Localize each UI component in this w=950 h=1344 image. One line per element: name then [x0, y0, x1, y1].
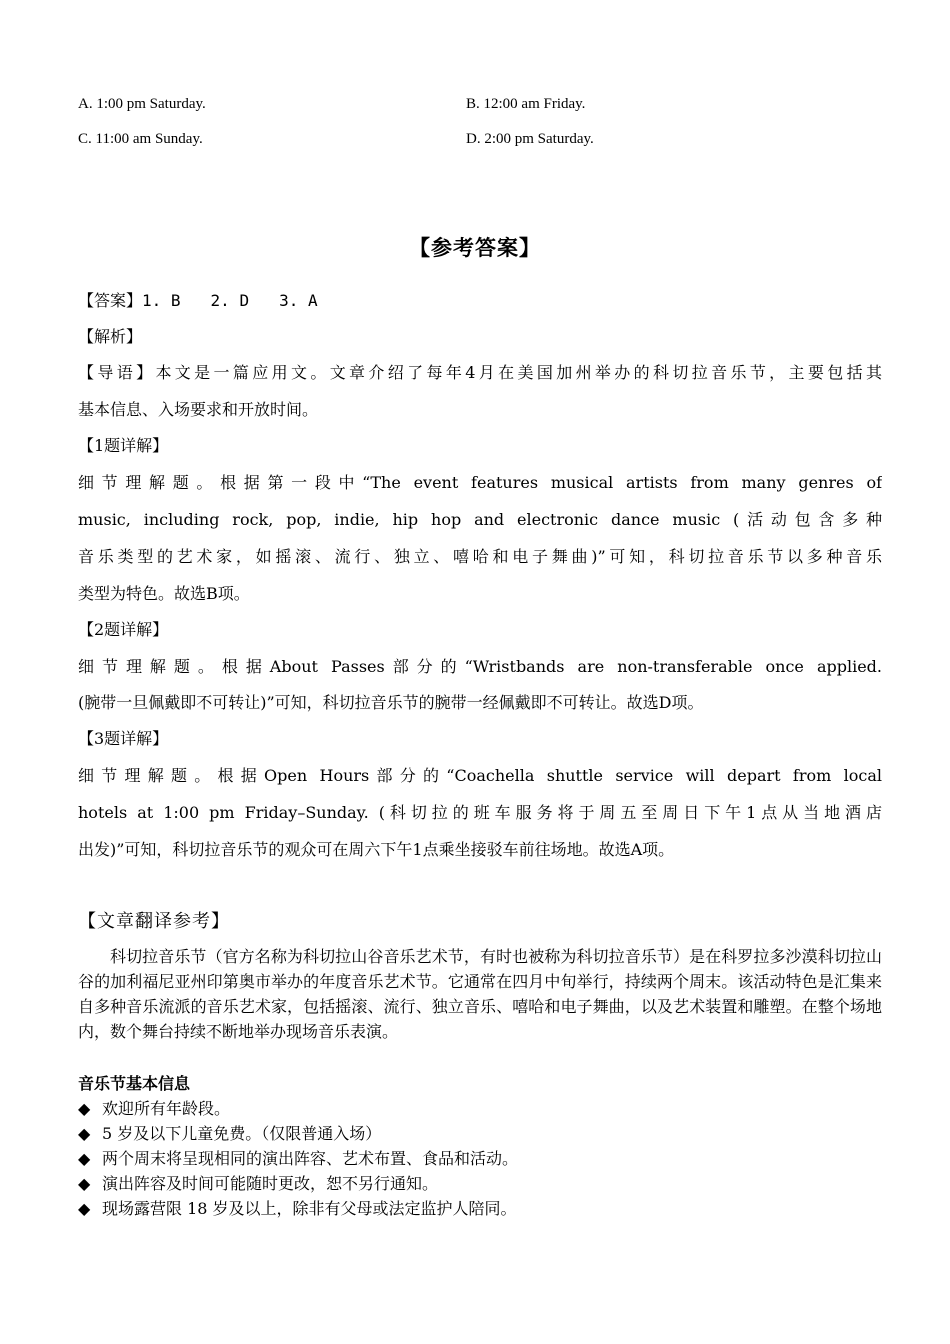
q3-label: 【3题详解】 [78, 729, 169, 748]
analysis-label: 【解析】 [78, 327, 143, 346]
intro-line: 基本信息、入场要求和开放时间。 [78, 400, 319, 419]
q2-line: (腕带一旦佩戴即不可转让)”可知，科切拉音乐节的腕带一经佩戴即不可转让。故选D项。 [78, 693, 704, 712]
info-list [78, 1096, 518, 1221]
list-item: ◆ 欢迎所有年龄段。 [78, 1096, 518, 1121]
q1-line: 音乐类型的艺术家，如摇滚、流行、独立、嘻哈和电子舞曲)”可知，科切拉音乐节以多种音乐 [78, 547, 882, 566]
diamond-bullet-icon: ◆ [78, 1149, 91, 1168]
option-d: D. 2:00 pm Saturday. [466, 131, 594, 147]
list-item: ◆ 现场露营限 18 岁及以上，除非有父母或法定监护人陪同。 [78, 1196, 518, 1221]
answer-item: 2. D [210, 291, 250, 310]
list-item: ◆ 5 岁及以下儿童免费。（仅限普通入场） [78, 1121, 518, 1146]
list-item: ◆ 两个周末将呈现相同的演出阵容、艺术布置、食品和活动。 [78, 1146, 518, 1171]
option-b: B. 12:00 am Friday. [466, 96, 586, 112]
q1-line: music, including rock, pop, indie, hip hop and electronic dance music (活动包含多种 [78, 510, 882, 529]
q2-line: 细节理解题。根据About Passes部分的“Wristbands are non-transferable once applied. [78, 657, 882, 676]
answer-item: 3. A [279, 291, 318, 310]
answer-label: 【答案】 [78, 291, 143, 310]
diamond-bullet-icon: ◆ [78, 1124, 91, 1143]
answer-line [78, 291, 884, 311]
translation-title: 【文章翻译参考】 [78, 911, 230, 932]
q1-label: 【1题详解】 [78, 436, 169, 455]
translation-body [78, 944, 882, 1044]
q2-label: 【2题详解】 [78, 620, 169, 639]
diamond-bullet-icon: ◆ [78, 1199, 91, 1218]
diamond-bullet-icon: ◆ [78, 1099, 91, 1118]
option-a: A. 1:00 pm Saturday. [78, 96, 206, 112]
intro-line: 【导语】本文是一篇应用文。文章介绍了每年4月在美国加州举办的科切拉音乐节，主要包括其 [78, 363, 882, 382]
q3-line: hotels at 1:00 pm Friday–Sunday. (科切拉的班车服务将于周五至周日下午1点从当地酒店 [78, 803, 882, 822]
translation-paragraph: 科切拉音乐节（官方名称为科切拉山谷音乐艺术节，有时也被称为科切拉音乐节）是在科罗拉多沙漠科切拉山谷的加利福尼亚州印第奥市举办的年度音乐艺术节。它通常在四月中旬举行，持续两个周末。该活动特色是汇集来自多种音乐流派的音乐艺术家，包括摇滚、流行、独立音乐、嘻哈和电子舞曲，以及艺术装置和雕塑。在整个场地内，数个舞台持续不断地举办现场音乐表演。 [78, 947, 882, 1041]
diamond-bullet-icon: ◆ [78, 1174, 91, 1193]
q1-line: 类型为特色。故选B项。 [78, 584, 250, 603]
reference-answer-heading: 【参考答案】 [409, 235, 541, 260]
info-title: 音乐节基本信息 [78, 1074, 191, 1093]
list-item: ◆ 演出阵容及时间可能随时更改，恕不另行通知。 [78, 1171, 518, 1196]
q3-line: 出发)”可知，科切拉音乐节的观众可在周六下午1点乘坐接驳车前往场地。故选A项。 [78, 840, 675, 859]
q3-line: 细节理解题。根据Open Hours部分的“Coachella shuttle service will depart from local [78, 766, 882, 785]
answer-item: 1. B [142, 291, 181, 310]
option-c: C. 11:00 am Sunday. [78, 131, 203, 147]
q1-line: 细节理解题。根据第一段中“The event features musical artists from many genres of [78, 473, 882, 492]
